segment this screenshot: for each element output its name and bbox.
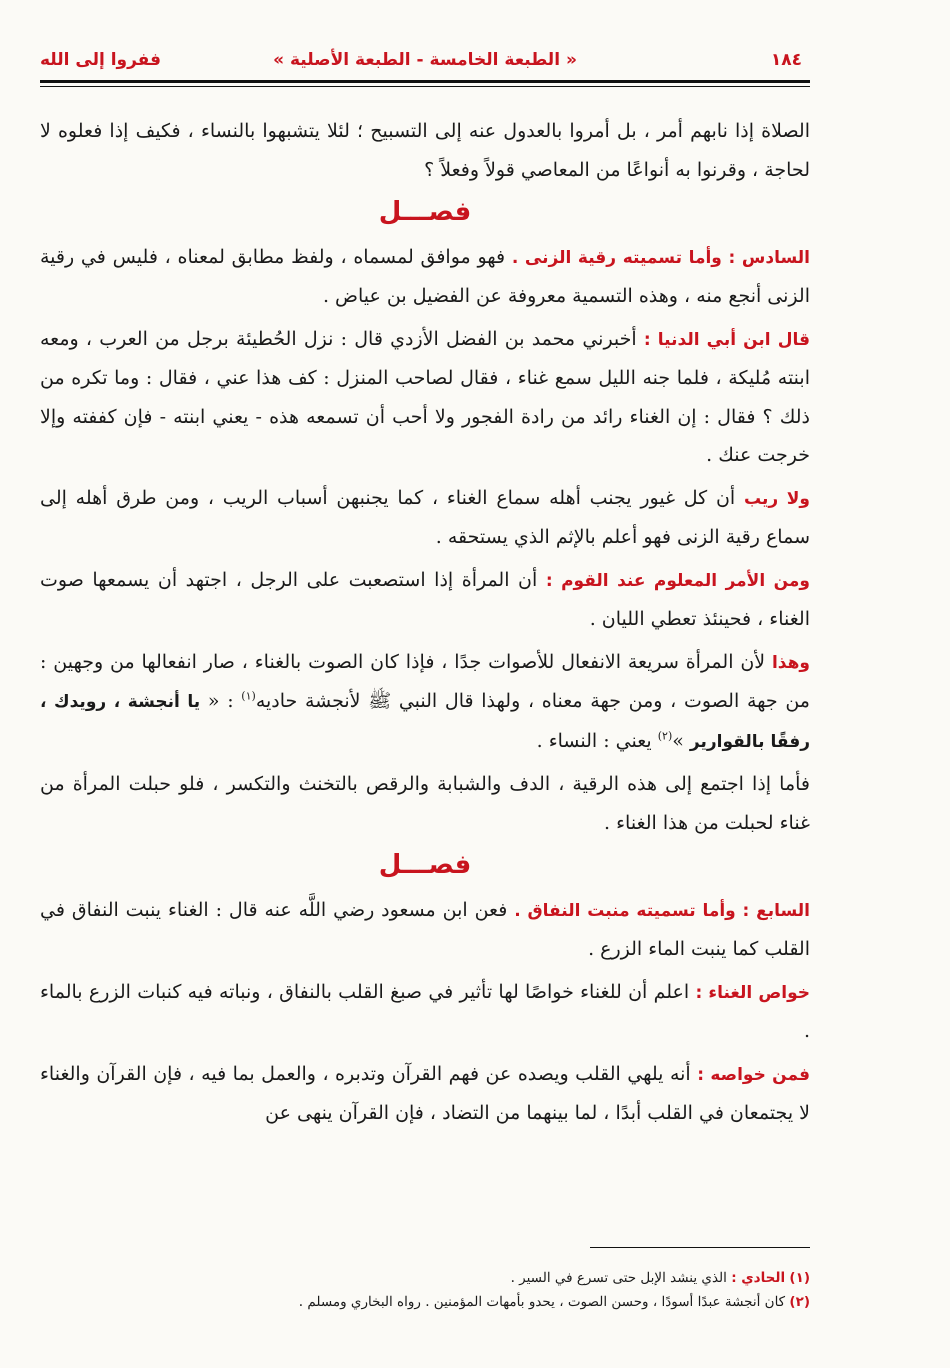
paragraph xyxy=(40,1055,810,1133)
paragraph-text: فعن ابن مسعود رضي اللَّه عنه قال : الغناء ينبت النفاق في القلب كما ينبت الماء الزرع . xyxy=(40,898,810,960)
paragraph xyxy=(40,973,810,1051)
paragraph-text: » xyxy=(672,729,690,752)
paragraph-text: يعني : النساء . xyxy=(536,729,658,752)
footnote-number: (١) xyxy=(789,1270,810,1286)
paragraph-lead: السابع : وأما تسميته منبت النفاق . xyxy=(514,900,811,921)
footnote-1 xyxy=(40,1266,810,1290)
paragraph-text: أن المرأة إذا استصعبت على الرجل ، اجتهد أن يسمعها صوت الغناء ، فحينئذ تعطي الليان . xyxy=(40,568,810,630)
footnote-term: الحادي : xyxy=(731,1270,786,1286)
paragraph xyxy=(40,238,810,316)
paragraph xyxy=(40,561,810,639)
main-text xyxy=(40,112,810,1137)
paragraph-lead: خواص الغناء : xyxy=(695,982,811,1003)
book-title: ففروا إلى الله xyxy=(40,50,162,70)
footnote-ref[interactable]: (٢) xyxy=(657,729,673,743)
paragraph-lead: ولا ريب xyxy=(743,488,810,509)
paragraph xyxy=(40,643,810,762)
header-rule-thick xyxy=(40,80,810,83)
paragraph-text: اعلم أن للغناء خواصًا لها تأثير في صبغ القلب بالنفاق ، ونباته فيه كنبات الزرع بالماء . xyxy=(40,980,810,1042)
paragraph-text: أنه يلهي القلب ويصده عن فهم القرآن وتدبره ، والعمل بما فيه ، فإن القرآن والغناء لا يجتمعان في القلب أبدًا ، لما بينهما من التضاد ، فإن القرآن ينهى عن xyxy=(40,1062,810,1124)
paragraph-text: فهو موافق لمسماه ، ولفظ مطابق لمعناه ، فليس في رقية الزنى أنجع منه ، وهذه التسمية معروفة عن الفضيل بن عياض . xyxy=(40,245,810,307)
footnote-text: الذي ينشد الإبل حتى تسرع في السير . xyxy=(510,1270,732,1286)
footnote-number: (٢) xyxy=(789,1294,810,1310)
footnote-text: كان أنجشة عبدًا أسودًا ، وحسن الصوت ، يحدو بأمهات المؤمنين . رواه البخاري ومسلم . xyxy=(298,1294,790,1310)
header-rule-thin xyxy=(40,86,810,87)
paragraph: الصلاة إذا نابهم أمر ، بل أمروا بالعدول عنه إلى التسبيح ؛ لئلا يتشبهوا بالنساء ، فكيف إذا فعلوه لا لحاجة ، وقرنوا به أنواعًا من المعاصي قولاً وفعلاً ؟ xyxy=(40,120,810,181)
paragraph-lead: ومن الأمر المعلوم عند القوم : xyxy=(545,570,810,591)
hadith-quote: يا أنجشة ، رويدك ، رفقًا بالقوارير xyxy=(40,692,810,752)
paragraph xyxy=(40,320,810,475)
paragraph-text: : « xyxy=(200,690,242,712)
paragraph-text: أخبرني محمد بن الفضل الأزدي قال : نزل الحُطيئة برجل من العرب ، ومعه ابنته مُليكة ، فلما جنه الليل سمع غناء ، فقال لصاحب المنزل : كف هذا عني ، فقال : وما تكره من ذلك ؟ فقال : إن الغناء رائد من رادة الفجور ولا أحب أن تسمعه هذه - يعني ابنته - فإن كففته وإلا خرجت عنك . xyxy=(40,327,810,466)
footnote-rule xyxy=(590,1247,810,1248)
paragraph xyxy=(40,479,810,557)
edition-label: « الطبعة الخامسة - الطبعة الأصلية » xyxy=(273,50,577,70)
paragraph-lead: فمن خواصه : xyxy=(697,1064,811,1085)
page-number: ١٨٤ xyxy=(770,50,802,70)
paragraph xyxy=(40,891,810,969)
paragraph-lead: قال ابن أبي الدنيا : xyxy=(643,329,810,350)
page-header xyxy=(40,46,810,76)
paragraph: فأما إذا اجتمع إلى هذه الرقية ، الدف والشبابة والرقص بالتخنث والتكسر ، فلو حبلت المرأة من غناء لحبلت من هذا الغناء . xyxy=(40,773,810,834)
section-heading: فصـــل xyxy=(378,197,472,227)
footnote-ref[interactable]: (١) xyxy=(241,689,256,703)
paragraph-text: لأن المرأة سريعة الانفعال للأصوات جدًا ، فإذا كان الصوت بالغناء ، صار انفعالها من وجهين : من جهة الصوت ، ومن جهة معناه ، ولهذا قال النبي ﷺ لأنجشة حاديه xyxy=(40,650,810,712)
section-heading: فصـــل xyxy=(378,850,472,880)
footnote-2 xyxy=(40,1290,810,1314)
footnotes xyxy=(40,1266,810,1314)
paragraph-text: أن كل غيور يجنب أهله سماع الغناء ، كما يجنبهن أسباب الريب ، ومن طرق أهله إلى سماع رقية الزنى فهو أعلم بالإثم الذي يستحقه . xyxy=(40,486,810,548)
paragraph-lead: وهذا xyxy=(771,652,810,673)
paragraph-lead: السادس : وأما تسميته رقية الزنى . xyxy=(511,247,810,268)
